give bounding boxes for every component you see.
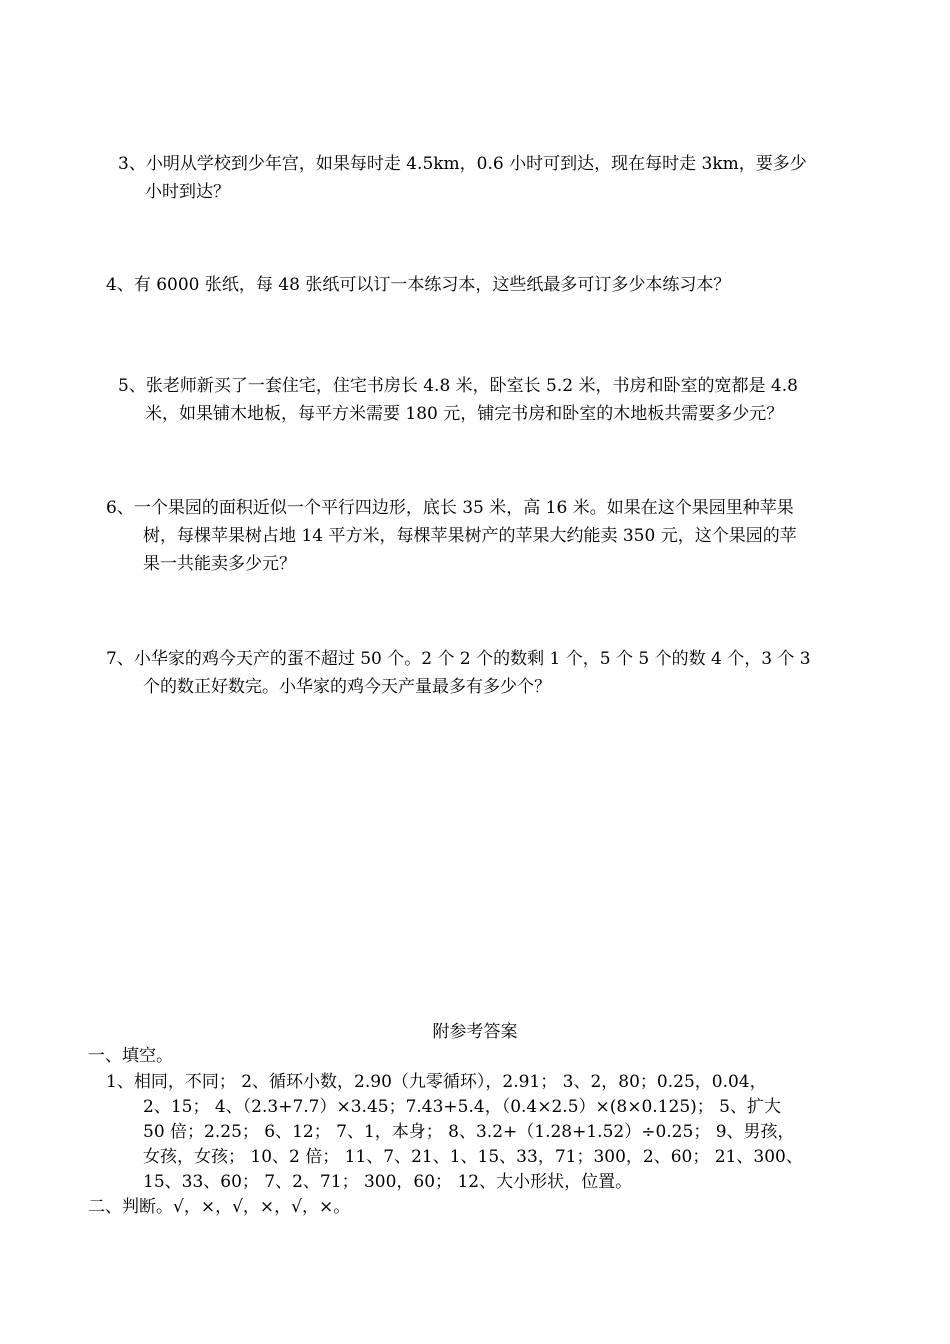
question-6	[106, 494, 797, 578]
answers-line-5: 15、33、60； 7、2、71； 300，60； 12、大小形状，位置。	[143, 1172, 633, 1192]
question-5	[118, 372, 798, 428]
question-6-line-1: 6、一个果园的面积近似一个平行四边形，底长 35 米，高 16 米。如果在这个果园里种苹果	[106, 498, 794, 518]
question-4-line-1: 4、有 6000 张纸，每 48 张纸可以订一本练习本，这些纸最多可订多少本练习本？	[106, 275, 731, 295]
question-3	[118, 150, 807, 206]
question-7	[106, 645, 811, 701]
answers-line-3: 50 倍；2.25； 6、12； 7、1，本身； 8、3.2+（1.28+1.52）÷0.25； 9、男孩，	[143, 1122, 795, 1142]
question-7-line-2: 个的数正好数完。小华家的鸡今天产量最多有多少个？	[143, 677, 551, 697]
question-5-line-2: 米，如果铺木地板，每平方米需要 180 元，铺完书房和卧室的木地板共需要多少元？	[145, 404, 784, 424]
answers-line-4: 女孩，女孩； 10、2 倍； 11、7、21、1、15、33，71；300，2、60； 21、300、	[143, 1147, 803, 1167]
question-5-line-1: 5、张老师新买了一套住宅，住宅书房长 4.8 米，卧室长 5.2 米，书房和卧室的宽都是 4.8	[118, 376, 798, 396]
answers-section-2: 二、判断。√，×，√，×，√，×。	[88, 1197, 351, 1217]
question-6-line-3: 果一共能卖多少元？	[143, 554, 296, 574]
question-6-line-2: 树，每棵苹果树占地 14 平方米，每棵苹果树产的苹果大约能卖 350 元，这个果园的苹	[143, 526, 797, 546]
question-3-line-1: 3、小明从学校到少年宫，如果每时走 4.5km，0.6 小时可到达，现在每时走 3km，要多少	[118, 154, 807, 174]
question-7-line-1: 7、小华家的鸡今天产的蛋不超过 50 个。2 个 2 个的数剩 1 个，5 个 5 个的数 4 个，3 个 3	[106, 649, 811, 669]
answers-line-1: 1、相同，不同； 2、循环小数，2.90（九零循环），2.91； 3、2，80；0.25，0.04，	[106, 1072, 767, 1092]
question-3-line-2: 小时到达？	[145, 182, 230, 202]
answers-section-1-heading: 一、填空。	[88, 1046, 173, 1066]
answers-title: 附参考答案	[432, 1022, 518, 1042]
question-4	[106, 271, 730, 299]
answers-line-2: 2、15； 4、（2.3+7.7）×3.45；7.43+5.4，（0.4×2.5）×(8×0.125)； 5、扩大	[143, 1097, 781, 1117]
